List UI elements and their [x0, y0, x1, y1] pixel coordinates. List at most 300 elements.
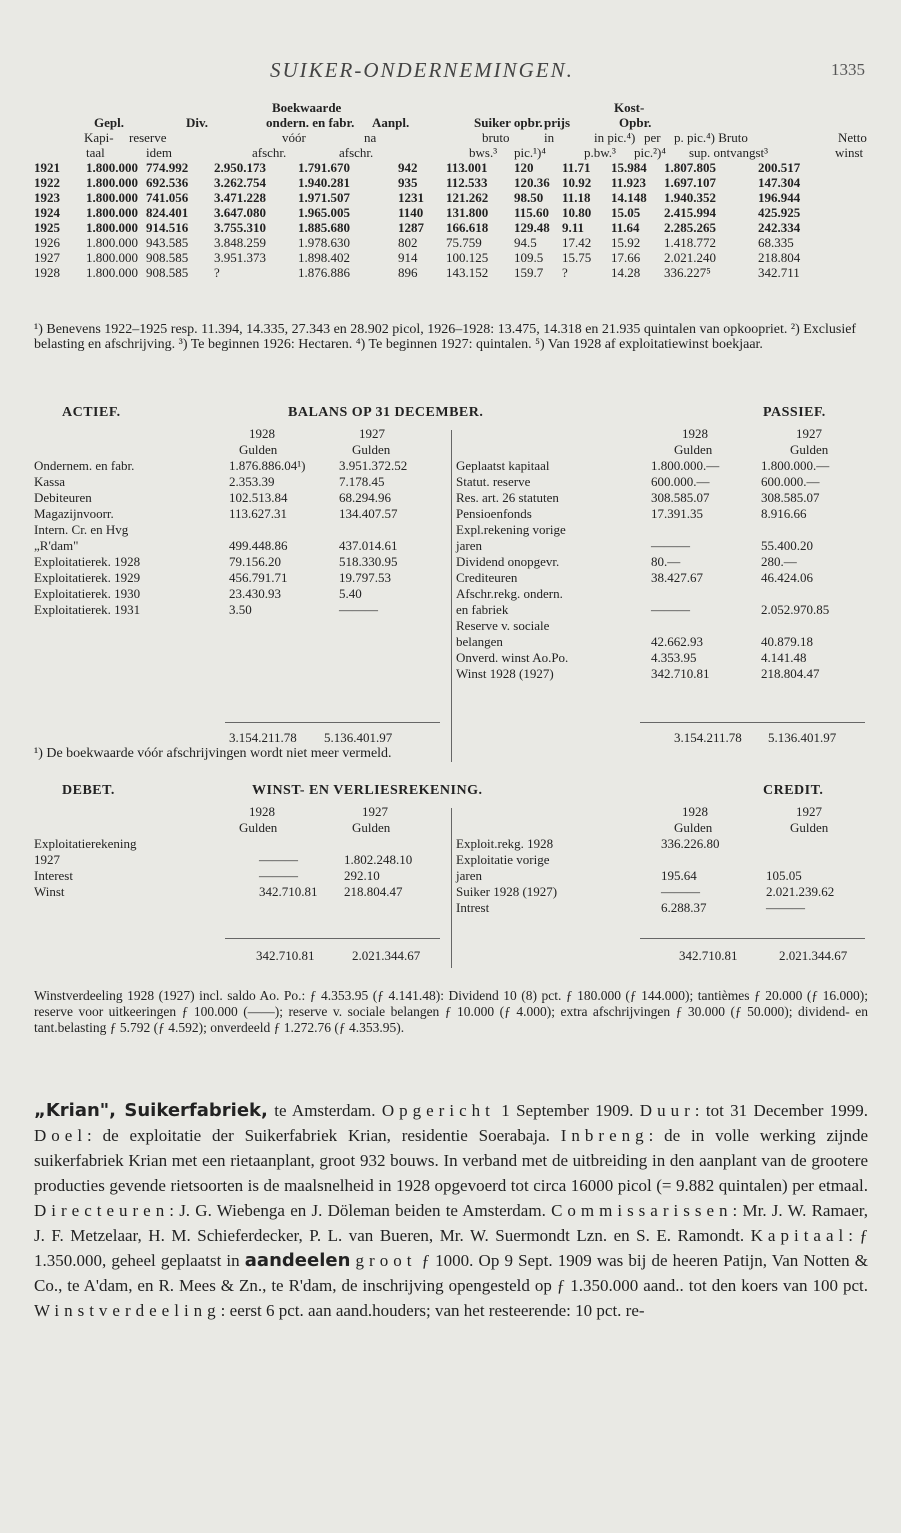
passief-row-value: 342.710.81: [651, 666, 710, 681]
passief-row-label: Reserve v. sociale: [456, 618, 550, 633]
results-header-cell: Suiker opbr.: [474, 115, 543, 130]
debet-row-value: 292.10: [344, 868, 380, 883]
results-header-cell: prijs: [544, 115, 570, 130]
passief-row-label: Crediteuren: [456, 570, 518, 585]
balance-actief: [34, 426, 454, 618]
credit-row-value: 2.021.239.62: [766, 884, 835, 899]
actief-row-value: 19.797.53: [339, 570, 391, 585]
results-cell: 935: [398, 175, 418, 190]
results-cell: 129.48: [514, 220, 550, 235]
results-header-cell: Gepl.: [94, 115, 124, 130]
passief-row-value: 218.804.47: [761, 666, 820, 681]
label-duur: Duur: [639, 1101, 695, 1120]
results-cell: 147.304: [758, 175, 801, 190]
results-cell: 914.516: [146, 220, 189, 235]
label-directeuren: Directeuren: [34, 1201, 170, 1220]
results-cell: 121.262: [446, 190, 489, 205]
text-run: : Mr. J. W. Ramaer, J. F. Metzelaar, H. M. Schieferdecker, P. L. van Bueren, Mr. W. Suermondt Lzn. en S. E. Ramondt.: [34, 1201, 868, 1245]
results-header-cell: afschr.: [339, 145, 374, 160]
currency-label: Gulden: [239, 820, 278, 835]
debet-row-value: ———: [259, 868, 298, 883]
results-cell: 15.92: [611, 235, 641, 250]
results-cell: 113.001: [446, 160, 488, 175]
results-cell: 1.800.000: [86, 160, 138, 175]
column-divider: [451, 430, 452, 762]
actief-row-value: 3.50: [229, 602, 252, 617]
text-run: 1 September 1909.: [494, 1101, 640, 1120]
results-header-cell: in pic.⁴): [594, 130, 636, 145]
passief-row-value: 308.585.07: [651, 490, 710, 505]
total-actief-1927: 5.136.401.97: [324, 730, 393, 745]
credit-row: [456, 868, 868, 884]
results-cell: 17.66: [611, 250, 641, 265]
actief-row-label: Debiteuren: [34, 490, 92, 505]
results-header-cell: winst: [835, 145, 864, 160]
results-cell: 3.647.080: [214, 205, 266, 220]
results-cell: 68.335: [758, 235, 794, 250]
page-header: [0, 58, 901, 88]
results-header-cell: p.bw.³: [584, 145, 616, 160]
actief-row-label: Exploitatierek. 1930: [34, 586, 141, 601]
column-divider: [451, 808, 452, 968]
passief-row-label: Geplaatst kapitaal: [456, 458, 550, 473]
credit-row: [456, 900, 868, 916]
total-credit-1927: 2.021.344.67: [779, 948, 848, 963]
balance-actief-title: ACTIEF.: [62, 405, 121, 420]
results-cell: 1140: [398, 205, 424, 220]
results-header-cell: in: [544, 130, 555, 145]
results-cell: 242.334: [758, 220, 801, 235]
passief-row-value: 8.916.66: [761, 506, 807, 521]
results-cell: 131.800: [446, 205, 489, 220]
results-cell: 11.18: [562, 190, 591, 205]
passief-row-label: Pensioenfonds: [456, 506, 532, 521]
actief-row-value: 5.40: [339, 586, 362, 601]
actief-row-label: „R'dam": [34, 538, 79, 553]
results-cell: 17.42: [562, 235, 592, 250]
debet-row: [34, 884, 454, 900]
results-cell: 943.585: [146, 235, 189, 250]
actief-row: [34, 570, 454, 586]
total-actief-1928: 3.154.211.78: [229, 730, 297, 745]
actief-row-value: 2.353.39: [229, 474, 275, 489]
passief-row: [456, 490, 868, 506]
passief-row-value: 2.052.970.85: [761, 602, 830, 617]
actief-row-value: ———: [339, 602, 378, 617]
balance-title: BALANS OP 31 DECEMBER.: [288, 405, 484, 420]
results-cell: 10.92: [562, 175, 592, 190]
results-cell: 1.807.805: [664, 160, 716, 175]
passief-row-value: ———: [651, 602, 690, 617]
results-header-cell: idem: [146, 145, 172, 160]
results-cell: 1.965.005: [298, 205, 350, 220]
actief-row: [34, 602, 454, 618]
results-cell: 692.536: [146, 175, 189, 190]
results-cell: 802: [398, 235, 418, 250]
results-cell: 1.800.000: [86, 265, 138, 280]
actief-row-value: 456.791.71: [229, 570, 288, 585]
results-cell: 1.800.000: [86, 250, 138, 265]
credit-row-value: ———: [661, 884, 700, 899]
results-header-cell: afschr.: [252, 145, 287, 160]
actief-row-label: Ondernem. en fabr.: [34, 458, 135, 473]
results-cell: 200.517: [758, 160, 801, 175]
results-row: [34, 220, 868, 235]
debet-row-label: Winst: [34, 884, 65, 899]
text-run: : J. G. Wiebenga en J. Döleman beiden te Amsterdam.: [169, 1201, 552, 1220]
actief-row-value: 499.448.86: [229, 538, 288, 553]
results-row: [34, 160, 868, 175]
results-cell: 159.7: [514, 265, 544, 280]
company-name: „Krian", Suikerfabriek,: [34, 1100, 268, 1121]
text-run: : eerst 6 pct. aan aand.houders; van het resteerende: 10 pct. re-: [220, 1301, 645, 1320]
results-footnotes: [34, 322, 868, 352]
results-cell: 14.148: [611, 190, 647, 205]
pl-debet: [34, 804, 454, 900]
results-cell: 2.415.994: [664, 205, 716, 220]
results-cell: 1231: [398, 190, 424, 205]
total-rule: [640, 938, 865, 939]
credit-row-value: 6.288.37: [661, 900, 707, 915]
results-cell: 342.711: [758, 265, 800, 280]
text-run: te Amsterdam.: [267, 1101, 382, 1120]
results-header-cell: pic.¹)⁴: [514, 145, 546, 160]
actief-row: [34, 474, 454, 490]
results-cell: 1.940.352: [664, 190, 716, 205]
currency-label: Gulden: [239, 442, 278, 457]
label-aandeelen: aandeelen: [244, 1250, 351, 1271]
debet-row: [34, 868, 454, 884]
passief-row-value: 80.—: [651, 554, 681, 569]
results-cell: ?: [562, 265, 568, 280]
results-cell: 1287: [398, 220, 424, 235]
label-inbreng: Inbreng: [560, 1126, 649, 1145]
balance-footnote: ¹) De boekwaarde vóór afschrijvingen wordt niet meer vermeld.: [34, 746, 392, 761]
results-cell: 1.800.000: [86, 205, 138, 220]
actief-row-label: Intern. Cr. en Hvg: [34, 522, 129, 537]
results-cell: 98.50: [514, 190, 544, 205]
credit-row-label: Exploitatie vorige: [456, 852, 550, 867]
pl-title: WINST- EN VERLIESREKENING.: [252, 783, 483, 798]
debet-row-value: ———: [259, 852, 298, 867]
label-kapitaal: Kapitaal: [750, 1226, 849, 1245]
actief-row-value: 7.178.45: [339, 474, 385, 489]
results-cell: 115.60: [514, 205, 550, 220]
results-row: [34, 190, 868, 205]
actief-row-value: 518.330.95: [339, 554, 398, 569]
debet-row: [34, 852, 454, 868]
winstverdeeling-text: Winstverdeeling 1928 (1927) incl. saldo Ao. Po.: ƒ 4.353.95 (ƒ 4.141.48): Dividend 10 (8) pct. ƒ 180.000 (ƒ 144.000); tantièmes ƒ 20.000 (ƒ 16.000); reserve voor uitkeeringen ƒ 100.000 (——); reserve v. sociale belangen ƒ 10.000 (ƒ 4.000); extra afschrijvingen ƒ 30.000 (ƒ 50.000); dividend- en tant.belasting ƒ 5.792 (ƒ 4.592); onverdeeld ƒ 1.272.76 (ƒ 4.353.95).: [34, 988, 868, 1035]
results-year-cell: 1922: [34, 175, 60, 190]
year-label: 1927: [359, 426, 385, 441]
results-cell: 1.800.000: [86, 235, 138, 250]
results-header-cell: reserve: [129, 130, 167, 145]
results-row: [34, 265, 868, 280]
results-header-cell: sup. ontvangst³: [689, 145, 769, 160]
results-cell: 15.984: [611, 160, 647, 175]
total-passief-1928: 3.154.211.78: [674, 730, 742, 745]
results-cell: 166.618: [446, 220, 489, 235]
krian-paragraph: [34, 1098, 868, 1323]
currency-label: Gulden: [352, 820, 391, 835]
passief-row: [456, 458, 868, 474]
pl-debet-title: DEBET.: [62, 783, 115, 798]
passief-row-value: 1.800.000.—: [651, 458, 720, 473]
year-label: 1928: [682, 804, 708, 819]
results-table: [34, 100, 868, 280]
results-cell: 120.36: [514, 175, 550, 190]
results-cell: 11.64: [611, 220, 640, 235]
actief-row-value: 79.156.20: [229, 554, 281, 569]
results-cell: 75.759: [446, 235, 482, 250]
credit-row: [456, 884, 868, 900]
results-cell: 3.848.259: [214, 235, 266, 250]
total-credit-1928: 342.710.81: [679, 948, 738, 963]
results-cell: 1.885.680: [298, 220, 350, 235]
passief-row: [456, 602, 868, 618]
passief-row-label: Statut. reserve: [456, 474, 531, 489]
pl-totals: [34, 948, 868, 964]
passief-row-label: en fabriek: [456, 602, 509, 617]
credit-row-value: 195.64: [661, 868, 697, 883]
credit-row-value: 105.05: [766, 868, 802, 883]
actief-row: [34, 458, 454, 474]
results-header-cell: ondern. en fabr.: [266, 115, 355, 130]
actief-row: [34, 586, 454, 602]
results-cell: 94.5: [514, 235, 537, 250]
results-cell: 2.950.173: [214, 160, 266, 175]
passief-row-value: 308.585.07: [761, 490, 820, 505]
results-cell: 1.800.000: [86, 190, 138, 205]
results-cell: 9.11: [562, 220, 585, 235]
passief-row-value: 55.400.20: [761, 538, 813, 553]
results-header-cell: Aanpl.: [372, 115, 410, 130]
results-cell: 1.898.402: [298, 250, 350, 265]
results-header-row: [34, 100, 868, 115]
results-cell: 774.992: [146, 160, 189, 175]
results-year-cell: 1926: [34, 235, 60, 250]
passief-row: [456, 586, 868, 602]
results-cell: 896: [398, 265, 418, 280]
results-header-cell: Netto: [838, 130, 867, 145]
year-label: 1928: [249, 804, 275, 819]
year-label: 1927: [796, 804, 822, 819]
text-run: : de in volle werking zijnde suikerfabriek Krian met een rietaanplant, groot 932 bouws. In verband met de uitbreiding in den aanplant van de grootere producties gevende rietsoorten is de maalsnelheid in 1928 opgevoerd tot circa 16000 picol (= 9.882 quintalen) per etmaal.: [34, 1126, 868, 1195]
results-cell: 908.585: [146, 250, 189, 265]
results-cell: 112.533: [446, 175, 488, 190]
results-cell: 11.923: [611, 175, 647, 190]
actief-row-value: 134.407.57: [339, 506, 398, 521]
results-cell: 1.971.507: [298, 190, 350, 205]
passief-row-label: Onverd. winst Ao.Po.: [456, 650, 569, 665]
text-run: : ƒ 1.350.000, geheel geplaatst in: [34, 1226, 868, 1270]
debet-row-value: 342.710.81: [259, 884, 318, 899]
pl-credit: [456, 804, 868, 916]
results-header-cell: p. pic.⁴) Bruto: [674, 130, 748, 145]
results-cell: 10.80: [562, 205, 592, 220]
passief-row-value: 40.879.18: [761, 634, 813, 649]
total-debet-1928: 342.710.81: [256, 948, 315, 963]
actief-row: [34, 538, 454, 554]
passief-row-label: Expl.rekening vorige: [456, 522, 566, 537]
results-row: [34, 235, 868, 250]
total-passief-1927: 5.136.401.97: [768, 730, 837, 745]
results-cell: 1.978.630: [298, 235, 350, 250]
results-cell: 1.791.670: [298, 160, 350, 175]
passief-row-label: jaren: [456, 538, 482, 553]
results-header-cell: per: [644, 130, 661, 145]
currency-label: Gulden: [352, 442, 391, 457]
winstverdeeling: [34, 988, 868, 1036]
passief-row: [456, 522, 868, 538]
text-run: : tot 31 December 1999.: [694, 1101, 869, 1120]
results-header-cell: bws.³: [469, 145, 498, 160]
actief-row: [34, 522, 454, 538]
total-rule: [640, 722, 865, 723]
results-cell: 942: [398, 160, 418, 175]
results-cell: 824.401: [146, 205, 189, 220]
credit-row-label: Exploit.rekg. 1928: [456, 836, 554, 851]
passief-row-value: 600.000.—: [651, 474, 710, 489]
results-cell: 3.471.228: [214, 190, 266, 205]
results-header-row: [34, 130, 868, 145]
actief-row-label: Exploitatierek. 1928: [34, 554, 141, 569]
results-cell: 425.925: [758, 205, 801, 220]
results-header-cell: Div.: [186, 115, 209, 130]
results-year-cell: 1921: [34, 160, 60, 175]
results-header-row: [34, 115, 868, 130]
results-cell: 3.951.373: [214, 250, 266, 265]
results-cell: 3.262.754: [214, 175, 266, 190]
passief-row-label: Res. art. 26 statuten: [456, 490, 559, 505]
actief-row: [34, 554, 454, 570]
results-cell: ?: [214, 265, 220, 280]
passief-row-value: 46.424.06: [761, 570, 813, 585]
year-label: 1928: [249, 426, 275, 441]
passief-row: [456, 506, 868, 522]
passief-row-value: 17.391.35: [651, 506, 703, 521]
actief-row-value: 68.294.96: [339, 490, 391, 505]
actief-row: [34, 490, 454, 506]
passief-row-label: Winst 1928 (1927): [456, 666, 554, 681]
passief-row-value: 42.662.93: [651, 634, 703, 649]
passief-row-value: 1.800.000.—: [761, 458, 830, 473]
passief-row: [456, 538, 868, 554]
passief-row: [456, 666, 868, 682]
balance-passief: [456, 426, 868, 682]
passief-row: [456, 570, 868, 586]
results-header-cell: bruto: [482, 130, 510, 145]
balance-passief-title: PASSIEF.: [763, 405, 826, 420]
results-year-cell: 1923: [34, 190, 60, 205]
passief-row-value: 280.—: [761, 554, 797, 569]
results-cell: 1.940.281: [298, 175, 350, 190]
results-cell: 1.800.000: [86, 175, 138, 190]
debet-row-label: Interest: [34, 868, 73, 883]
currency-label: Gulden: [790, 442, 829, 457]
results-year-cell: 1925: [34, 220, 60, 235]
label-opgericht: Opgericht: [381, 1101, 495, 1120]
page-number: 1335: [831, 60, 865, 79]
results-cell: 2.021.240: [664, 250, 716, 265]
results-cell: 3.755.310: [214, 220, 266, 235]
balance-totals: [34, 730, 868, 762]
passief-row-label: belangen: [456, 634, 503, 649]
actief-row-value: 3.951.372.52: [339, 458, 408, 473]
currency-label: Gulden: [674, 442, 713, 457]
results-header-cell: Kost-: [614, 100, 645, 115]
actief-row-label: Kassa: [34, 474, 66, 489]
results-header-cell: Kapi-: [84, 130, 114, 145]
results-cell: 1.697.107: [664, 175, 716, 190]
results-year-cell: 1928: [34, 265, 60, 280]
currency-label: Gulden: [674, 820, 713, 835]
results-cell: 14.28: [611, 265, 641, 280]
results-header-cell: taal: [86, 145, 105, 160]
results-cell: 100.125: [446, 250, 489, 265]
results-cell: 2.285.265: [664, 220, 716, 235]
actief-row-value: 23.430.93: [229, 586, 281, 601]
year-label: 1928: [682, 426, 708, 441]
passief-row: [456, 554, 868, 570]
label-winstverdeeling: Winstverdeeling: [34, 1301, 221, 1320]
credit-row-value: 336.226.80: [661, 836, 720, 851]
total-rule: [225, 938, 440, 939]
year-label: 1927: [362, 804, 388, 819]
results-cell: 11.71: [562, 160, 591, 175]
debet-row-label: 1927: [34, 852, 60, 867]
passief-row-label: Afschr.rekg. ondern.: [456, 586, 563, 601]
results-row: [34, 250, 868, 265]
actief-row-value: 113.627.31: [229, 506, 288, 521]
results-cell: 196.944: [758, 190, 801, 205]
actief-row-value: 437.014.61: [339, 538, 398, 553]
credit-row-label: jaren: [456, 868, 482, 883]
passief-row-value: 4.353.95: [651, 650, 697, 665]
results-cell: 143.152: [446, 265, 489, 280]
label-commissarissen: Commissarissen: [551, 1201, 733, 1220]
results-cell: 15.75: [562, 250, 592, 265]
page-title: SUIKER-ONDERNEMINGEN.: [270, 58, 574, 82]
results-header-cell: Opbr.: [619, 115, 652, 130]
results-cell: 218.804: [758, 250, 801, 265]
results-cell: 741.056: [146, 190, 189, 205]
label-groot: groot: [355, 1251, 417, 1270]
total-debet-1927: 2.021.344.67: [352, 948, 421, 963]
debet-row: [34, 836, 454, 852]
passief-row: [456, 618, 868, 634]
credit-row-label: Intrest: [456, 900, 490, 915]
currency-label: Gulden: [790, 820, 829, 835]
pl-credit-title: CREDIT.: [763, 783, 824, 798]
results-cell: 1.876.886: [298, 265, 350, 280]
year-label: 1927: [796, 426, 822, 441]
results-year-cell: 1927: [34, 250, 60, 265]
total-rule: [225, 722, 440, 723]
results-cell: 120: [514, 160, 534, 175]
krian-entry: [34, 1098, 868, 1327]
passief-row-label: Dividend onopgevr.: [456, 554, 560, 569]
actief-row-label: Magazijnvoorr.: [34, 506, 114, 521]
credit-row: [456, 852, 868, 868]
debet-row-value: 218.804.47: [344, 884, 403, 899]
debet-row-label: Exploitatierekening: [34, 836, 137, 851]
actief-row-label: Exploitatierek. 1929: [34, 570, 141, 585]
passief-row: [456, 650, 868, 666]
credit-row-label: Suiker 1928 (1927): [456, 884, 558, 899]
actief-row: [34, 506, 454, 522]
results-cell: 109.5: [514, 250, 544, 265]
